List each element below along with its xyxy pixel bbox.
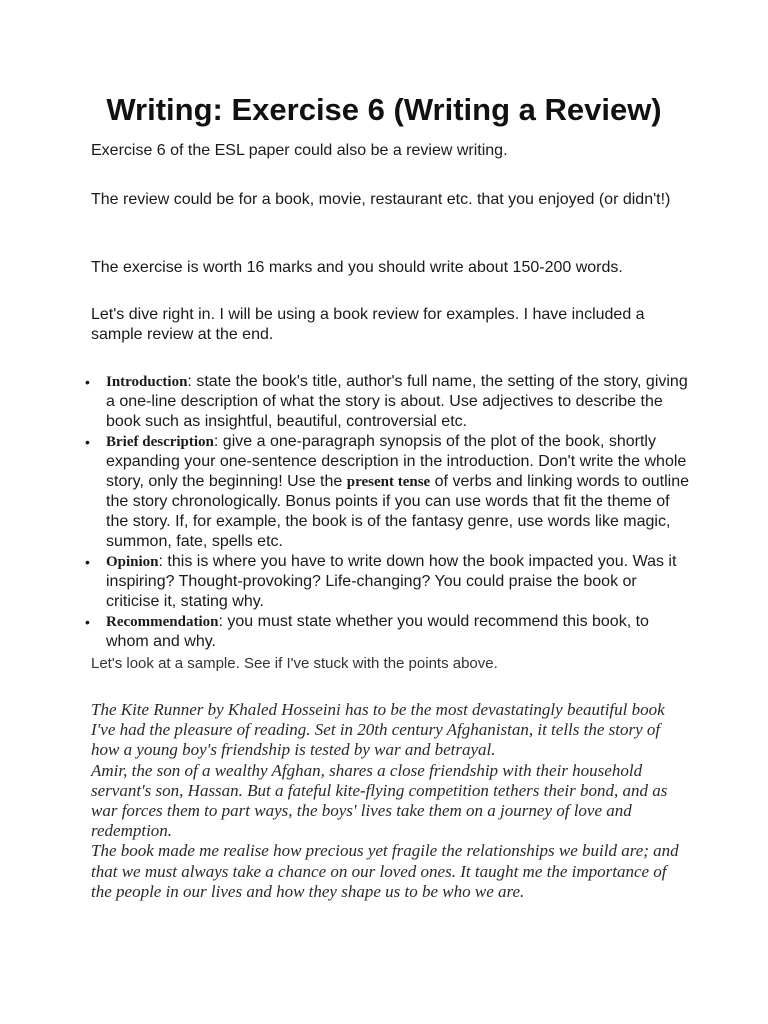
review-structure-list xyxy=(83,372,693,652)
list-item-recommendation xyxy=(83,612,693,652)
bullet-term: Introduction xyxy=(106,374,188,390)
sample-review xyxy=(91,700,691,902)
bullet-emphasis: present tense xyxy=(346,474,431,490)
bullet-text: : this is where you have to write down how the book impacted you. Was it inspiring? Thought-provoking? Life-changing? You could praise the book or criticise it, stating why. xyxy=(106,553,677,610)
list-item-opinion xyxy=(83,552,693,612)
bullet-icon: • xyxy=(85,434,90,450)
bullet-icon: • xyxy=(85,374,90,390)
intro-paragraph-1: Exercise 6 of the ESL paper could also be a review writing. xyxy=(91,142,508,159)
bullet-icon: • xyxy=(85,614,90,630)
bullet-icon: • xyxy=(85,554,90,570)
page-title: Writing: Exercise 6 (Writing a Review) xyxy=(106,92,662,127)
sample-intro-text: Let's look at a sample. See if I've stuck with the points above. xyxy=(91,655,498,672)
bullet-text: : you must state whether you would recommend this book, to whom and why. xyxy=(106,613,649,650)
bullet-term: Opinion xyxy=(106,554,159,570)
intro-paragraph-3: The exercise is worth 16 marks and you should write about 150-200 words. xyxy=(91,259,623,276)
bullet-text: : give a one-paragraph synopsis of the plot of the book, shortly expanding your one-sentence description in the introduction. Don't write the whole story, only the beginning! Use the xyxy=(106,433,687,490)
list-item-introduction xyxy=(83,372,693,432)
bullet-text: : state the book's title, author's full name, the setting of the story, giving a one-line description of what the story is about. Use adjectives to describe the book such as insightful, beautiful, controversial etc. xyxy=(106,373,688,430)
intro-paragraph-2: The review could be for a book, movie, restaurant etc. that you enjoyed (or didn't!) xyxy=(91,191,671,208)
bullet-term: Recommendation xyxy=(106,614,219,630)
bullet-term: Brief description xyxy=(106,434,214,450)
sample-review-paragraph-3: The book made me realise how precious yet fragile the relationships we build are; and that we must always take a chance on our loved ones. It taught me the importance of the people in our lives and how they shape us to be who we are. xyxy=(91,841,679,901)
sample-review-paragraph-2: Amir, the son of a wealthy Afghan, shares a close friendship with their household servant's son, Hassan. But a fateful kite-flying competition tethers their bond, and as war forces them to part ways, the boys' lives take them on a journey of love and redemption. xyxy=(91,760,668,841)
intro-paragraph-4: Let's dive right in. I will be using a book review for examples. I have included a sample review at the end. xyxy=(91,306,645,343)
bullet-text: of verbs and linking words to outline the story chronologically. Bonus points if you can use words that fit the theme of the story. If, for example, the book is of the fantasy genre, use words like magic, summon, fate, spells etc. xyxy=(106,473,690,550)
list-item-brief-description xyxy=(83,432,693,552)
sample-review-paragraph-1: The Kite Runner by Khaled Hosseini has to be the most devastatingly beautiful book I've had the pleasure of reading. Set in 20th century Afghanistan, it tells the story of how a young boy's friendship is tested by war and betrayal. xyxy=(91,700,665,760)
